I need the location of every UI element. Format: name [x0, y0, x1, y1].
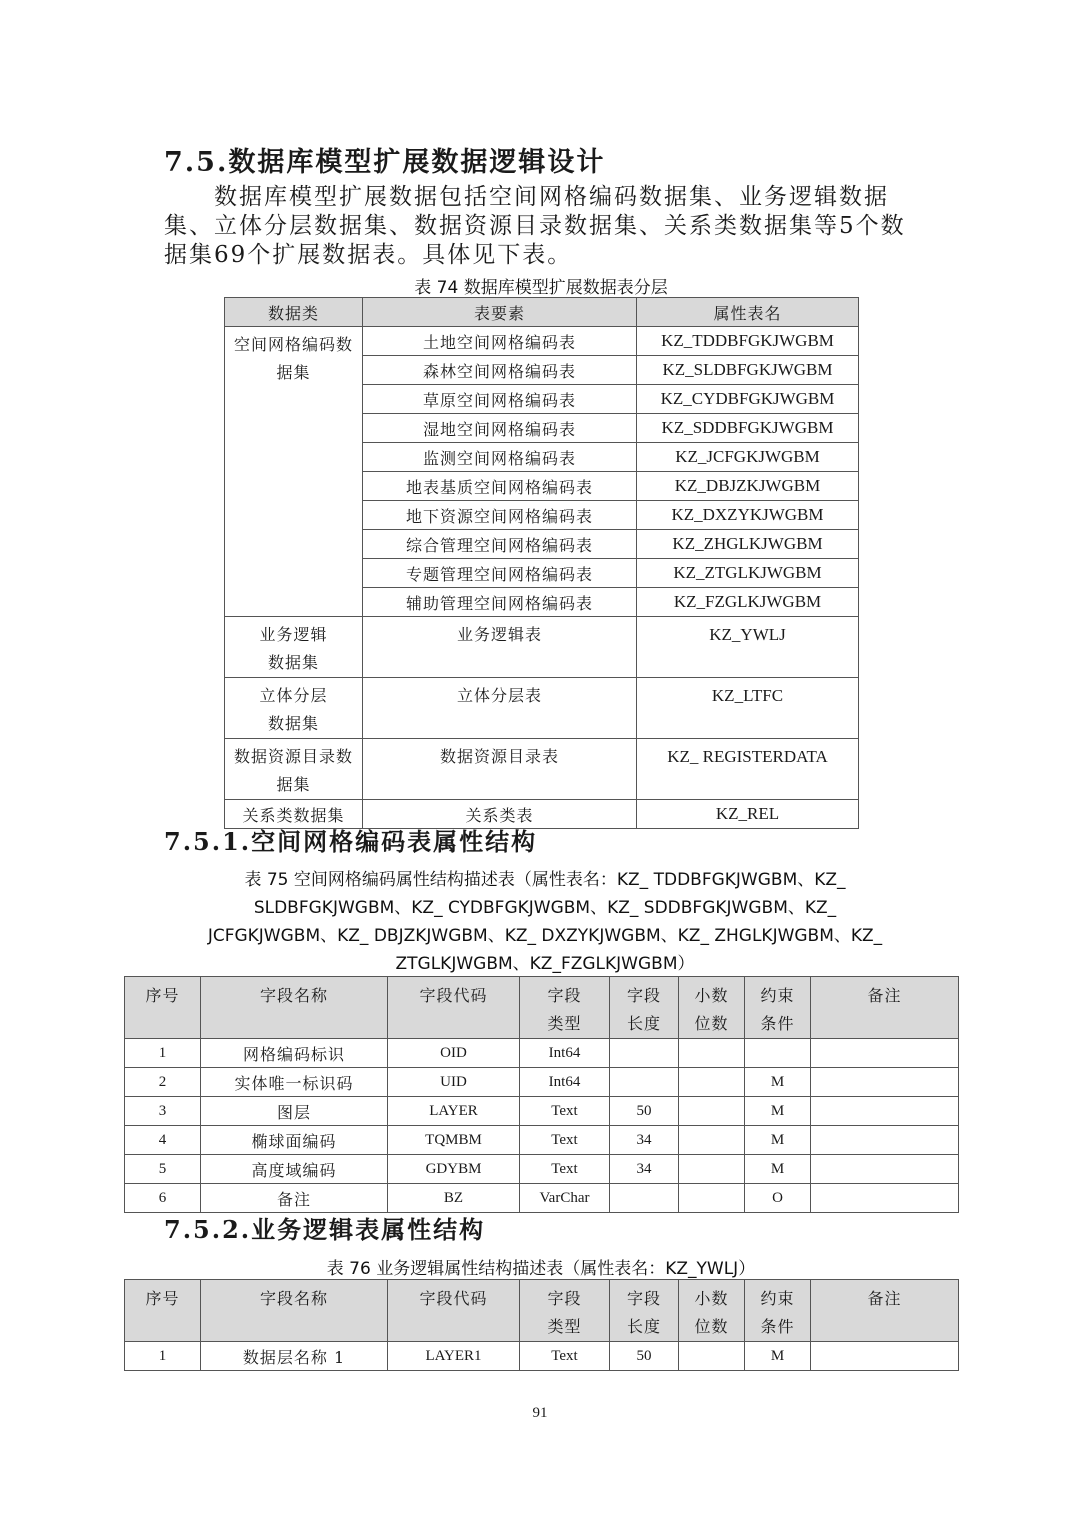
element-cell: 专题管理空间网格编码表: [363, 559, 637, 588]
header-element: 表要素: [363, 298, 637, 327]
cell-decimals: [679, 1155, 745, 1184]
attr-name-cell: KZ_JCFGKJWGBM: [637, 443, 859, 472]
table-row: [125, 1068, 959, 1097]
table-row: [125, 1039, 959, 1068]
cell-note: [811, 1126, 959, 1155]
cell-field-type: Int64: [520, 1039, 610, 1068]
cell-field-type: Text: [520, 1155, 610, 1184]
element-cell: 湿地空间网格编码表: [363, 414, 637, 443]
header-field-length: 字段长度: [610, 1280, 679, 1342]
cell-constraint: [745, 1039, 811, 1068]
header-note: 备注: [811, 977, 959, 1039]
header-decimals: 小数位数: [679, 1280, 745, 1342]
header-no: 序号: [125, 1280, 201, 1342]
cell-field-name: 实体唯一标识码: [201, 1068, 388, 1097]
table-76-caption: 表 76 业务逻辑属性结构描述表（属性表名：KZ_YWLJ）: [326, 1259, 756, 1279]
cell-no: 1: [125, 1039, 201, 1068]
header-field-code: 字段代码: [388, 977, 520, 1039]
page-number: 91: [532, 1405, 548, 1421]
cell-no: 4: [125, 1126, 201, 1155]
table-row: [225, 739, 859, 800]
cell-field-code: LAYER: [388, 1097, 520, 1126]
table-row: [225, 617, 859, 678]
header-field-name: 字段名称: [201, 977, 388, 1039]
cell-field-length: [610, 1184, 679, 1213]
cell-note: [811, 1039, 959, 1068]
cell-constraint: M: [745, 1068, 811, 1097]
cell-decimals: [679, 1126, 745, 1155]
cell-field-code: OID: [388, 1039, 520, 1068]
cell-field-code: UID: [388, 1068, 520, 1097]
cell-decimals: [679, 1342, 745, 1371]
header-constraint: 约束条件: [745, 977, 811, 1039]
cell-field-length: 34: [610, 1126, 679, 1155]
header-no: 序号: [125, 977, 201, 1039]
header-field-length: 字段长度: [610, 977, 679, 1039]
table-76-header-row: [125, 1280, 959, 1342]
attr-name-cell: KZ_CYDBFGKJWGBM: [637, 385, 859, 414]
cell-no: 2: [125, 1068, 201, 1097]
attr-name-cell: KZ_ZTGLKJWGBM: [637, 559, 859, 588]
header-attr-table-name: 属性表名: [637, 298, 859, 327]
cell-field-name: 网格编码标识: [201, 1039, 388, 1068]
cell-field-code: LAYER1: [388, 1342, 520, 1371]
header-constraint: 约束条件: [745, 1280, 811, 1342]
category-cell: 业务逻辑数据集: [225, 617, 363, 678]
header-field-type: 字段类型: [520, 977, 610, 1039]
attr-name-cell: KZ_REL: [637, 800, 859, 829]
element-cell: 土地空间网格编码表: [363, 327, 637, 356]
cell-field-code: GDYBM: [388, 1155, 520, 1184]
cell-field-type: Int64: [520, 1068, 610, 1097]
cell-decimals: [679, 1039, 745, 1068]
header-note: 备注: [811, 1280, 959, 1342]
element-cell: 数据资源目录表: [363, 739, 637, 800]
header-category: 数据类: [225, 298, 363, 327]
cell-field-name: 高度域编码: [201, 1155, 388, 1184]
header-decimals: 小数位数: [679, 977, 745, 1039]
cell-decimals: [679, 1184, 745, 1213]
table-75: [124, 976, 959, 1213]
table-74-caption: 表 74 数据库模型扩展数据表分层: [414, 278, 668, 298]
element-cell: 立体分层表: [363, 678, 637, 739]
cell-field-name: 备注: [201, 1184, 388, 1213]
cell-field-length: 50: [610, 1097, 679, 1126]
intro-paragraph-text: 数据库模型扩展数据包括空间网格编码数据集、业务逻辑数据集、立体分层数据集、数据资源目录数据集、关系类数据集等5个数据集69个扩展数据表。具体见下表。: [164, 184, 906, 268]
cell-constraint: M: [745, 1342, 811, 1371]
section-title-7-5-1: 7.5.1.空间网格编码表属性结构: [164, 827, 538, 856]
attr-name-cell: KZ_ REGISTERDATA: [637, 739, 859, 800]
attr-name-cell: KZ_TDDBFGKJWGBM: [637, 327, 859, 356]
table-74: [224, 297, 859, 829]
attr-name-cell: KZ_DXZYKJWGBM: [637, 501, 859, 530]
table-75-caption: 表 75 空间网格编码属性结构描述表（属性表名：KZ_ TDDBFGKJWGBM、KZ_ SLDBFGKJWGBM、KZ_ CYDBFGKJWGBM、KZ_ SDDBFGKJWGBM、KZ_ JCFGKJWGBM、KZ_ DBJZKJWGBM、KZ_ DXZYKJWGBM、KZ_ ZHGLKJWGBM、KZ_ ZTGLKJWGBM、KZ_FZGLKJWGBM）: [207, 870, 883, 974]
cell-field-name: 图层: [201, 1097, 388, 1126]
element-cell: 业务逻辑表: [363, 617, 637, 678]
category-cell: 立体分层数据集: [225, 678, 363, 739]
table-75-header-row: [125, 977, 959, 1039]
cell-field-name: 椭球面编码: [201, 1126, 388, 1155]
cell-no: 6: [125, 1184, 201, 1213]
cell-field-length: 50: [610, 1342, 679, 1371]
attr-name-cell: KZ_YWLJ: [637, 617, 859, 678]
cell-note: [811, 1155, 959, 1184]
cell-field-name: 数据层名称 1: [201, 1342, 388, 1371]
header-field-type: 字段类型: [520, 1280, 610, 1342]
cell-note: [811, 1097, 959, 1126]
section-title-7-5-2: 7.5.2.业务逻辑表属性结构: [164, 1215, 486, 1244]
table-row: [125, 1342, 959, 1371]
cell-no: 5: [125, 1155, 201, 1184]
cell-field-code: BZ: [388, 1184, 520, 1213]
section-title-7-5: 7.5.数据库模型扩展数据逻辑设计: [164, 147, 606, 178]
cell-decimals: [679, 1068, 745, 1097]
table-row: [225, 327, 859, 356]
attr-name-cell: KZ_SDDBFGKJWGBM: [637, 414, 859, 443]
cell-field-length: 34: [610, 1155, 679, 1184]
cell-decimals: [679, 1097, 745, 1126]
element-cell: 辅助管理空间网格编码表: [363, 588, 637, 617]
table-76: [124, 1279, 959, 1371]
cell-field-length: [610, 1039, 679, 1068]
element-cell: 地表基质空间网格编码表: [363, 472, 637, 501]
cell-note: [811, 1068, 959, 1097]
category-cell: 空间网格编码数据集: [225, 327, 363, 617]
cell-field-code: TQMBM: [388, 1126, 520, 1155]
attr-name-cell: KZ_SLDBFGKJWGBM: [637, 356, 859, 385]
table-row: [125, 1184, 959, 1213]
element-cell: 草原空间网格编码表: [363, 385, 637, 414]
cell-field-type: Text: [520, 1126, 610, 1155]
cell-constraint: O: [745, 1184, 811, 1213]
cell-no: 3: [125, 1097, 201, 1126]
table-74-header-row: [225, 298, 859, 327]
table-row: [125, 1097, 959, 1126]
cell-constraint: M: [745, 1126, 811, 1155]
table-row: [125, 1155, 959, 1184]
cell-constraint: M: [745, 1155, 811, 1184]
header-field-name: 字段名称: [201, 1280, 388, 1342]
element-cell: 森林空间网格编码表: [363, 356, 637, 385]
element-cell: 关系类表: [363, 800, 637, 829]
category-cell: 数据资源目录数据集: [225, 739, 363, 800]
table-row: [125, 1126, 959, 1155]
category-cell: 关系类数据集: [225, 800, 363, 829]
element-cell: 地下资源空间网格编码表: [363, 501, 637, 530]
cell-constraint: M: [745, 1097, 811, 1126]
attr-name-cell: KZ_LTFC: [637, 678, 859, 739]
table-row: [225, 678, 859, 739]
cell-field-length: [610, 1068, 679, 1097]
element-cell: 监测空间网格编码表: [363, 443, 637, 472]
cell-field-type: Text: [520, 1097, 610, 1126]
cell-note: [811, 1342, 959, 1371]
header-field-code: 字段代码: [388, 1280, 520, 1342]
intro-paragraph: [164, 183, 924, 270]
cell-field-type: Text: [520, 1342, 610, 1371]
attr-name-cell: KZ_ZHGLKJWGBM: [637, 530, 859, 559]
cell-note: [811, 1184, 959, 1213]
cell-no: 1: [125, 1342, 201, 1371]
element-cell: 综合管理空间网格编码表: [363, 530, 637, 559]
attr-name-cell: KZ_DBJZKJWGBM: [637, 472, 859, 501]
cell-field-type: VarChar: [520, 1184, 610, 1213]
attr-name-cell: KZ_FZGLKJWGBM: [637, 588, 859, 617]
